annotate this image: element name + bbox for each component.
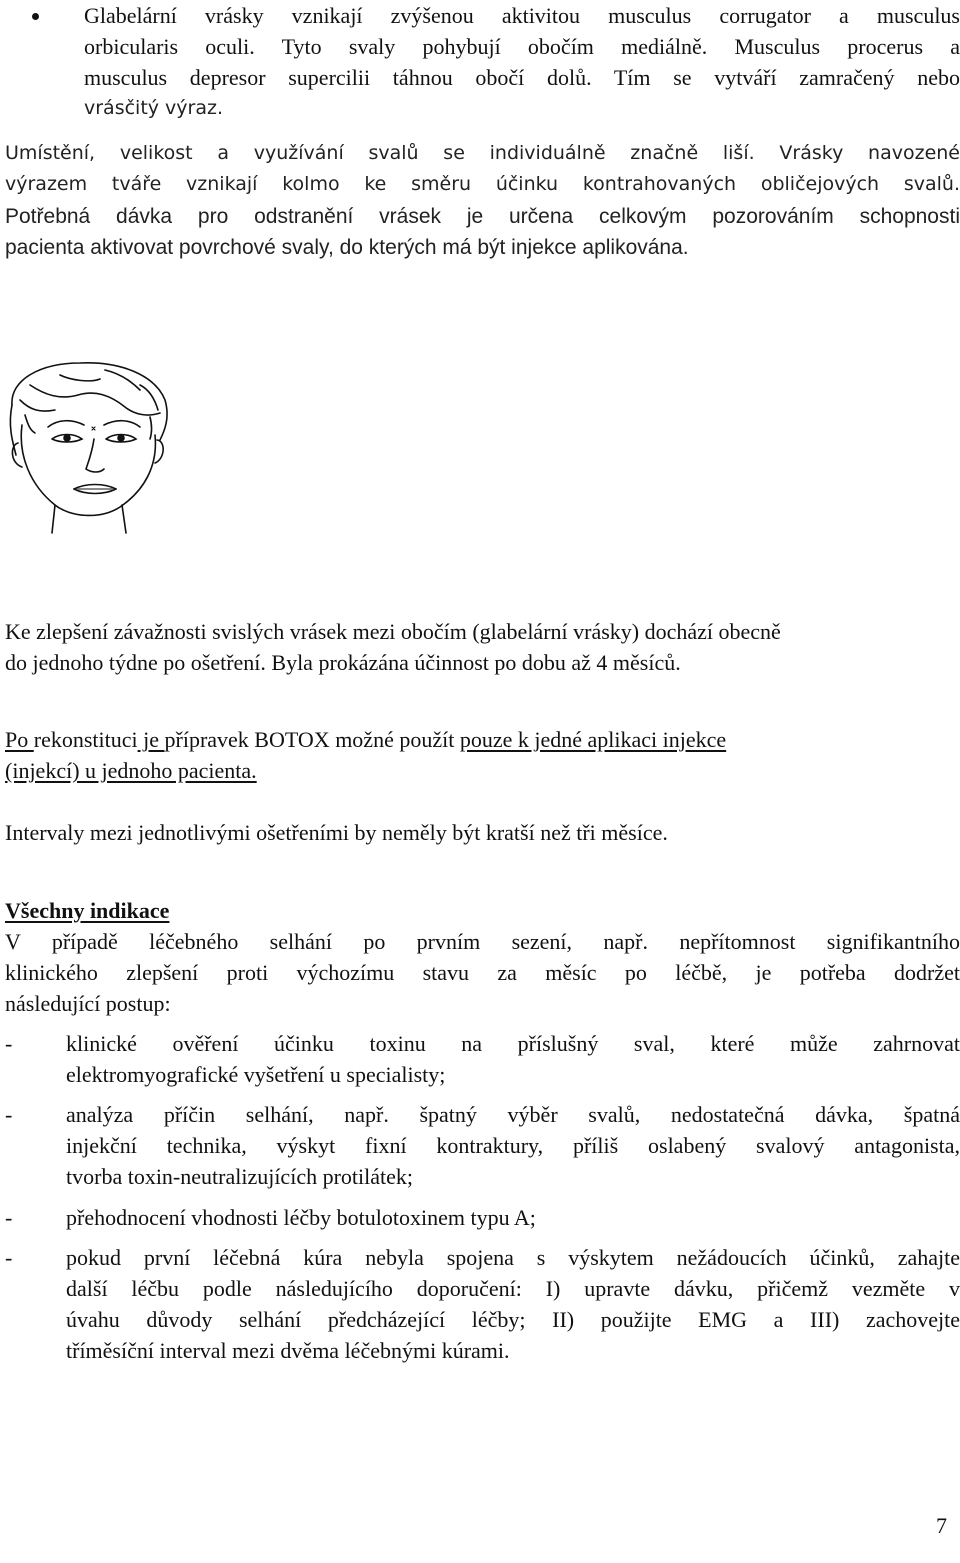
list-item-4-line-1: pokud první léčebná kúra nebyla spojena s výskytem nežádoucích účinků, zahajte bbox=[66, 1245, 960, 1270]
para5: Intervaly mezi jednotlivými ošetřeními by neměly být kratší než tři měsíce. bbox=[5, 820, 668, 845]
list-item-3-line-1: přehodnocení vhodnosti léčby botulotoxinem typu A; bbox=[66, 1205, 536, 1230]
list-item-1-line-1: klinické ověření účinku toxinu na příslušný sval, které může zahrnovat bbox=[66, 1031, 960, 1056]
para2-line-2: pacienta aktivovat povrchové svaly, do kterých má být injekce aplikována. bbox=[5, 236, 689, 259]
bullet-line-2: orbicularis oculi. Tyto svaly pohybují obočím mediálně. Musculus procerus a bbox=[84, 34, 960, 59]
para2-line-1: Potřebná dávka pro odstranění vrásek je určena celkovým pozorováním schopnosti bbox=[5, 205, 960, 228]
para1-line-2: výrazem tváře vznikají kolmo ke směru účinku kontrahovaných obličejových svalů. bbox=[5, 173, 960, 195]
bullet-line-4: vrásčitý výraz. bbox=[84, 97, 224, 119]
list-item-4-line-2: další léčbu podle následujícího doporučení: I) upravte dávku, přičemž vezměte v bbox=[66, 1276, 960, 1301]
para4-line-1 bbox=[5, 724, 726, 755]
list-dash-4: - bbox=[5, 1245, 13, 1270]
list-item-2-line-3: tvorba toxin-neutralizujících protilátek; bbox=[66, 1164, 413, 1189]
list-item-1-line-2: elektromyografické vyšetření u specialisty; bbox=[66, 1062, 446, 1087]
list-item-2-line-2: injekční technika, výskyt fixní kontraktury, příliš oslabený svalový antagonista, bbox=[66, 1133, 960, 1158]
para4-part-f: (injekcí) u jednoho pacienta. bbox=[5, 758, 257, 783]
section-heading bbox=[5, 895, 169, 926]
list-item-4-line-4: tříměsíční interval mezi dvěma léčebnými kúrami. bbox=[66, 1338, 510, 1363]
para4-part-a: Po bbox=[5, 727, 34, 752]
para4-part-d: přípravek BOTOX možné použít bbox=[164, 727, 460, 752]
section-intro-line-1: V případě léčebného selhání po prvním sezení, např. nepřítomnost signifikantního bbox=[5, 929, 960, 954]
page-number: 7 bbox=[936, 1513, 947, 1538]
para1-line-1: Umístění, velikost a využívání svalů se individuálně značně liší. Vrásky navozené bbox=[5, 142, 960, 164]
section-intro-line-2: klinického zlepšení proti výchozímu stavu za měsíc po léčbě, je potřeba dodržet bbox=[5, 960, 960, 985]
face-illustration bbox=[0, 355, 180, 535]
bullet-marker bbox=[32, 13, 39, 20]
list-item-2-line-1: analýza příčin selhání, např. špatný výběr svalů, nedostatečná dávka, špatná bbox=[66, 1102, 960, 1127]
para4-part-c: je bbox=[137, 727, 165, 752]
list-item-4-line-3: úvahu důvody selhání předcházející léčby; II) použijte EMG a III) zachovejte bbox=[66, 1307, 960, 1332]
list-dash-1: - bbox=[5, 1031, 13, 1056]
para4-part-e: pouze k jedné aplikaci injekce bbox=[459, 727, 727, 752]
bullet-line-1: Glabelární vrásky vznikají zvýšenou aktivitou musculus corrugator a musculus bbox=[84, 3, 960, 28]
section-heading-text: Všechny indikace bbox=[5, 898, 170, 923]
list-dash-3: - bbox=[5, 1205, 13, 1230]
section-intro-line-3: následující postup: bbox=[5, 991, 171, 1016]
para3-line-1: Ke zlepšení závažnosti svislých vrásek mezi obočím (glabelární vrásky) dochází obecně bbox=[5, 619, 781, 644]
list-dash-2: - bbox=[5, 1102, 13, 1127]
bullet-line-3: musculus depresor supercilii táhnou obočí dolů. Tím se vytváří zamračený nebo bbox=[84, 65, 960, 90]
para4-part-b: rekonstituci bbox=[33, 727, 138, 752]
para3-line-2: do jednoho týdne po ošetření. Byla prokázána účinnost po dobu až 4 měsíců. bbox=[5, 650, 681, 675]
para4-line-2 bbox=[5, 755, 257, 786]
